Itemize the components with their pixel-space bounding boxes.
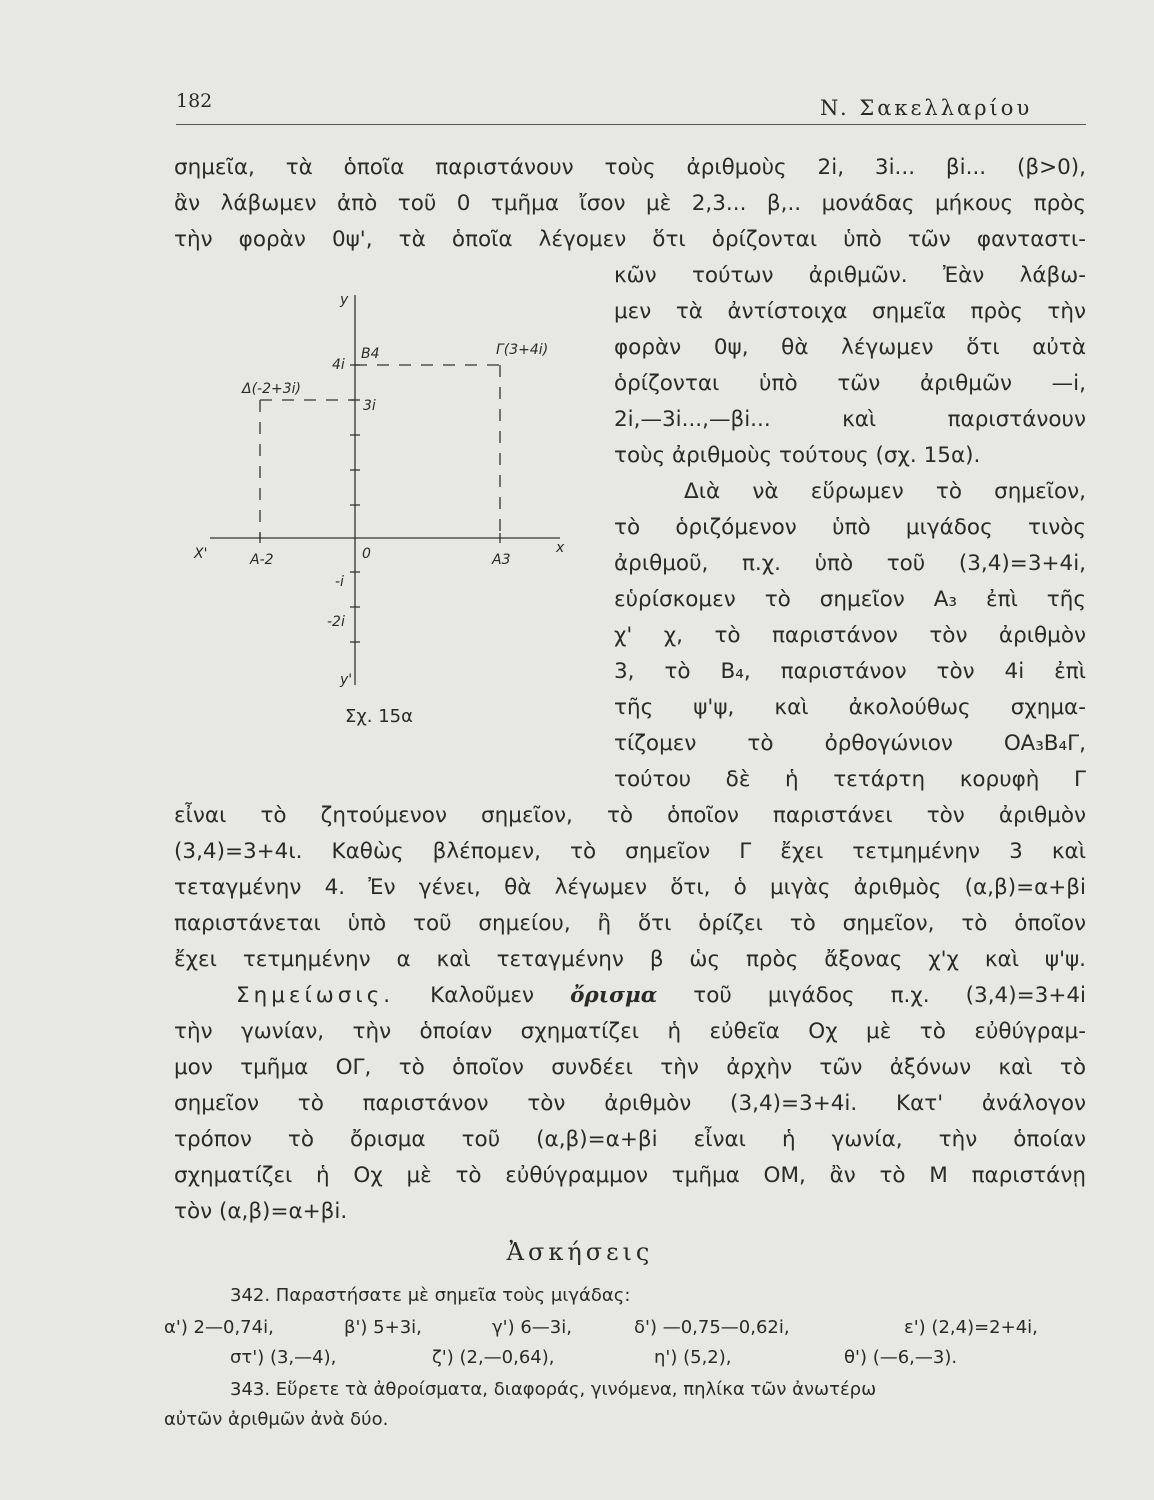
text-fragment: τοῦ μιγάδος π.χ. (3,4)=3+4i xyxy=(657,983,1086,1008)
text-line: τὸ ὁριζόμενον ὑπὸ μιγάδος τινὸς xyxy=(614,515,1086,540)
text-line: ἔχει τετμημένην α καὶ τεταγμένην β ὡς πρὸς ἄξονας χ'χ καὶ ψ'ψ. xyxy=(174,947,1086,972)
note-line xyxy=(236,982,1086,1010)
point-B4-label: B4 xyxy=(361,346,380,362)
text-line: εἶναι τὸ ζητούμενον σημεῖον, τὸ ὁποῖον παριστάνει τὸν ἀριθμὸν xyxy=(174,803,1086,828)
y-axis-label: y xyxy=(340,292,349,308)
text-line: 2i,—3i...,—βi... καὶ παριστάνουν xyxy=(614,407,1086,432)
y-neg-axis-label: y' xyxy=(340,672,353,688)
text-line: τὸν (α,β)=α+βi. xyxy=(174,1199,348,1224)
text-line: κῶν τούτων ἀριθμῶν. Ἐὰν λάβω- xyxy=(614,263,1086,288)
text-line: τεταγμένην 4. Ἐν γένει, θὰ λέγωμεν ὅτι, ὁ μιγὰς ἀριθμὸς (α,β)=α+βi xyxy=(174,875,1086,900)
text-line: τὴν φορὰν 0ψ', τὰ ὁποῖα λέγομεν ὅτι ὁρίζονται ὑπὸ τῶν φανταστι- xyxy=(174,227,1086,252)
text-line: τρόπον τὸ ὄρισμα τοῦ (α,β)=α+βi εἶναι ἡ γωνία, τὴν ὁποίαν xyxy=(174,1127,1086,1152)
point-A-neg2-label: A-2 xyxy=(250,552,274,568)
text-line: σημεῖον τὸ παριστάνον τὸν ἀριθμὸν (3,4)=3+4i. Κατ' ἀνάλογον xyxy=(174,1091,1086,1116)
point-D-label: Δ(-2+3i) xyxy=(242,381,301,397)
note-term: ὄρισμα xyxy=(570,983,658,1008)
point-G-label: Γ(3+4i) xyxy=(496,342,549,358)
text-line: τοὺς ἀριθμοὺς τούτους (σχ. 15α). xyxy=(614,443,981,468)
text-line: ἀριθμοῦ, π.χ. ὑπὸ τοῦ (3,4)=3+4i, xyxy=(614,551,1086,576)
text-line: τούτου δὲ ἡ τετάρτη κορυφὴ Γ xyxy=(614,767,1086,792)
text-line: τὴν γωνίαν, τὴν ὁποίαν σχηματίζει ἡ εὐθεῖα Oχ μὲ τὸ εὐθύγραμ- xyxy=(174,1019,1086,1044)
exercise-343: 343. Εὕρετε τὰ ἀθροίσματα, διαφοράς, γινόμενα, πηλίκα τῶν ἀνωτέρω xyxy=(230,1379,877,1400)
text-line: μον τμῆμα OΓ, τὸ ὁποῖον συνδέει τὴν ἀρχὴν τῶν ἀξόνων καὶ τὸ xyxy=(174,1055,1086,1080)
text-line: παριστάνεται ὑπὸ τοῦ σημείου, ἢ ὅτι ὁρίζει τὸ σημεῖον, τὸ ὁποῖον xyxy=(174,911,1086,936)
tick-label-3i: 3i xyxy=(363,398,376,414)
exercise-item: ε') (2,4)=2+4i, xyxy=(904,1317,1038,1338)
text-line: (3,4)=3+4ι. Καθὼς βλέπομεν, τὸ σημεῖον Γ ἔχει τετμημένην 3 καὶ xyxy=(174,839,1086,864)
running-header-author: N. Σακελλαρίου xyxy=(820,96,1033,120)
text-line: μεν τὰ ἀντίστοιχα σημεῖα πρὸς τὴν xyxy=(614,299,1086,324)
text-line: 3, τὸ B₄, παριστάνον τὸν 4i ἐπὶ xyxy=(614,659,1086,684)
text-line: τῆς ψ'ψ, καὶ ἀκολούθως σχημα- xyxy=(614,695,1086,720)
text-line: σημεῖα, τὰ ὁποῖα παριστάνουν τοὺς ἀριθμοὺς 2i, 3i... βi... (β>0), xyxy=(174,155,1086,180)
exercise-item: στ') (3,—4), xyxy=(230,1347,337,1368)
figure-caption: Σχ. 15α xyxy=(345,706,413,727)
exercise-342: 342. Παραστήσατε μὲ σημεῖα τοὺς μιγάδας: xyxy=(230,1285,631,1306)
text-line: ὁρίζονται ὑπὸ τῶν ἀριθμῶν —i, xyxy=(614,371,1086,396)
exercise-item: η') (5,2), xyxy=(654,1347,732,1368)
exercise-item: θ') (—6,—3). xyxy=(844,1347,958,1368)
text-line: σχηματίζει ἡ Oχ μὲ τὸ εὐθύγραμμον τμῆμα OM, ἂν τὸ M παριστάνῃ xyxy=(174,1163,1086,1188)
note-label: Σημείωσις. xyxy=(236,983,395,1008)
x-neg-axis-label: X' xyxy=(194,546,208,562)
text-line: τίζομεν τὸ ὀρθογώνιον OA₃B₄Γ, xyxy=(614,731,1086,756)
text-line: χ' χ, τὸ παριστάνον τὸν ἀριθμὸν xyxy=(614,623,1086,648)
exercise-343-cont: αὐτῶν ἀριθμῶν ἀνὰ δύο. xyxy=(164,1409,389,1430)
text-line: Διὰ νὰ εὕρωμεν τὸ σημεῖον, xyxy=(684,479,1086,504)
tick-label-neg-i: -i xyxy=(335,574,344,590)
exercise-item: γ') 6—3i, xyxy=(492,1317,572,1338)
x-axis-label: x xyxy=(556,540,565,556)
header-rule xyxy=(176,124,1086,125)
text-line: ἂν λάβωμεν ἀπὸ τοῦ 0 τμῆμα ἴσον μὲ 2,3... β,.. μονάδας μήκους πρὸς xyxy=(174,191,1086,216)
tick-label-4i: 4i xyxy=(332,357,345,373)
text-line: εὑρίσκομεν τὸ σημεῖον A₃ ἐπὶ τῆς xyxy=(614,587,1086,612)
exercise-item: α') 2—0,74i, xyxy=(164,1317,274,1338)
exercises-title: Ἀσκήσεις xyxy=(506,1238,654,1266)
exercise-item: δ') —0,75—0,62i, xyxy=(634,1317,790,1338)
exercise-item: ζ') (2,—0,64), xyxy=(432,1347,555,1368)
origin-label: 0 xyxy=(362,546,371,562)
text-line: φορὰν 0ψ, θὰ λέγωμεν ὅτι αὐτὰ xyxy=(614,335,1086,360)
exercise-item: β') 5+3i, xyxy=(344,1317,422,1338)
tick-label-neg-2i: -2i xyxy=(327,614,345,630)
point-A3-label: A3 xyxy=(492,552,511,568)
page-number: 182 xyxy=(176,90,213,112)
figure-complex-plane xyxy=(180,280,600,700)
text-fragment: Καλοῦμεν xyxy=(394,983,571,1008)
